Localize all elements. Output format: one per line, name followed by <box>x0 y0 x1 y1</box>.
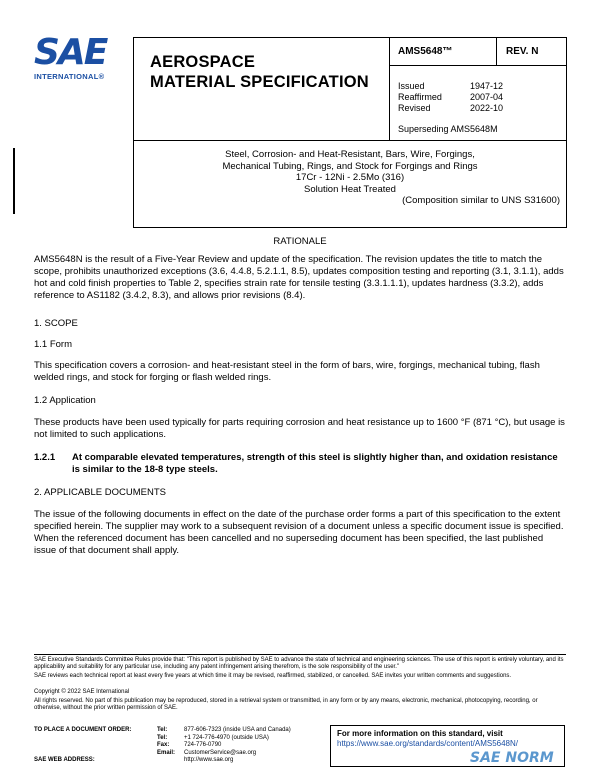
footer-rights: All rights reserved. No part of this publication may be reproduced, stored in a retrieval system or transmitted, in any form or by any means, electronic, mechanical, photocopying, recording, or otherwise, without the prior written permission of SAE. <box>34 698 538 711</box>
tel2-value: +1 724-776-4970 (outside USA) <box>184 734 269 741</box>
header-box <box>133 37 567 141</box>
title-line-1: AEROSPACE <box>150 53 256 71</box>
divider <box>496 38 497 65</box>
revision-label: REV. N <box>506 46 539 57</box>
logo-text: SAE <box>34 32 107 73</box>
rationale-text: AMS5648N is the result of a Five-Year Review and update of the specification. The revision updates the title to match the scope, prohibits unauthorized exceptions (3.6, 4.4.8, 5.2.1.1, 8.5), updates composition testing and reporting (3.1, 3.1.1), adds hot and cold finish properties to Table 2, specifies strain rate for tensile testing (3.3.1.1.1), updates hardness (3.3.2), adds reference to AS1182 (3.4.2, 8.3), and allows prior revisions (8.4). <box>34 254 564 301</box>
date-row-reaffirmed: Reaffirmed 2007-04 <box>398 92 504 102</box>
divider <box>389 65 566 66</box>
footer-rule <box>34 654 566 655</box>
section-1-2-1-text: At comparable elevated temperatures, strength of this steel is slightly higher than, and oxidation resistance is similar to the 18-8 type steels. <box>72 452 558 475</box>
order-contact: TO PLACE A DOCUMENT ORDER: Tel: 877-606-7323 (inside USA and Canada) Tel: +1 724-776-4970 (outside USA) Fax: 724-776-0790 Email: CustomerService@sae.org SAE WEB ADDRESS: http://www.sae.org <box>34 727 291 763</box>
sae-logo <box>34 32 118 81</box>
rationale-heading: RATIONALE <box>273 236 327 247</box>
section-2-heading: 2. APPLICABLE DOCUMENTS <box>34 487 166 498</box>
date-row-revised: Revised 2022-10 <box>398 103 504 113</box>
footer-copyright: Copyright © 2022 SAE International <box>34 689 130 695</box>
section-2-text: The issue of the following documents in effect on the date of the purchase order forms a part of this specification to the extent specified herein. The supplier may work to a subsequent revision of a document unless a specific document issue is specified. When the referenced document has been cancelled and no superseding document has been specified, the last published issue of that document shall apply. <box>34 509 564 556</box>
footer-review-note: SAE reviews each technical report at least every five years at which time it may be revised, reaffirmed, stabilized, or cancelled. SAE invites your written comments and suggestions. <box>34 673 512 679</box>
fax-value: 724-776-0790 <box>184 742 222 748</box>
section-1-1-heading: 1.1 Form <box>34 339 73 350</box>
section-1-2-text: These products have been used typically for parts requiring corrosion and heat resistance up to 1600 °F (871 °C), but usage is not limited to such applications. <box>34 417 565 440</box>
document-title-box <box>133 139 567 228</box>
section-1-2-1-number: 1.2.1 <box>34 452 56 463</box>
footer-committee-rules: SAE Executive Standards Committee Rules provide that: "This report is published by SAE to advance the state of technical and engineering sciences. The use of this report is entirely voluntary, and its applicability and suitability for any particular use, including any patent infringement arising therefrom, is the sole responsibility of the user." <box>34 657 564 670</box>
standard-link[interactable]: https://www.sae.org/standards/content/AMS5648N/ <box>337 739 518 748</box>
watermark: SAE NORM <box>470 750 554 766</box>
title-line: 17Cr - 12Ni - 2.5Mo (316) <box>295 172 405 183</box>
section-1-heading: 1. SCOPE <box>34 318 78 329</box>
date-table <box>398 81 548 114</box>
web-label: SAE WEB ADDRESS: <box>34 757 95 763</box>
change-bar <box>13 148 15 214</box>
title-line-2: MATERIAL SPECIFICATION <box>150 73 369 91</box>
logo-subtext: INTERNATIONAL® <box>34 72 105 81</box>
composition-note: (Composition similar to UNS S31600) <box>402 195 560 206</box>
spec-type-title <box>150 52 369 92</box>
title-line: Steel, Corrosion- and Heat-Resistant, Bars, Wire, Forgings, <box>225 149 475 160</box>
title-line: Solution Heat Treated <box>304 183 396 195</box>
document-number: AMS5648™ <box>398 46 453 57</box>
email-link[interactable]: CustomerService@sae.org <box>184 749 257 756</box>
tel-value: 877-606-7323 (inside USA and Canada) <box>184 727 291 733</box>
divider <box>389 38 390 140</box>
web-link[interactable]: http://www.sae.org <box>184 757 234 763</box>
section-1-1-text: This specification covers a corrosion- and heat-resistant steel in the form of bars, wire, forgings, mechanical tubing, flash welded rings, and stock for forging or flash welded rings. <box>34 360 540 383</box>
title-line: Mechanical Tubing, Rings, and Stock for Forgings and Rings <box>222 160 478 172</box>
info-text: For more information on this standard, visit <box>337 729 503 738</box>
order-label: TO PLACE A DOCUMENT ORDER: <box>34 727 132 733</box>
section-1-2-1 <box>34 452 566 476</box>
section-1-2-heading: 1.2 Application <box>34 395 96 406</box>
date-row-issued: Issued 1947-12 <box>398 81 504 91</box>
superseding-label: Superseding AMS5648M <box>398 124 498 134</box>
